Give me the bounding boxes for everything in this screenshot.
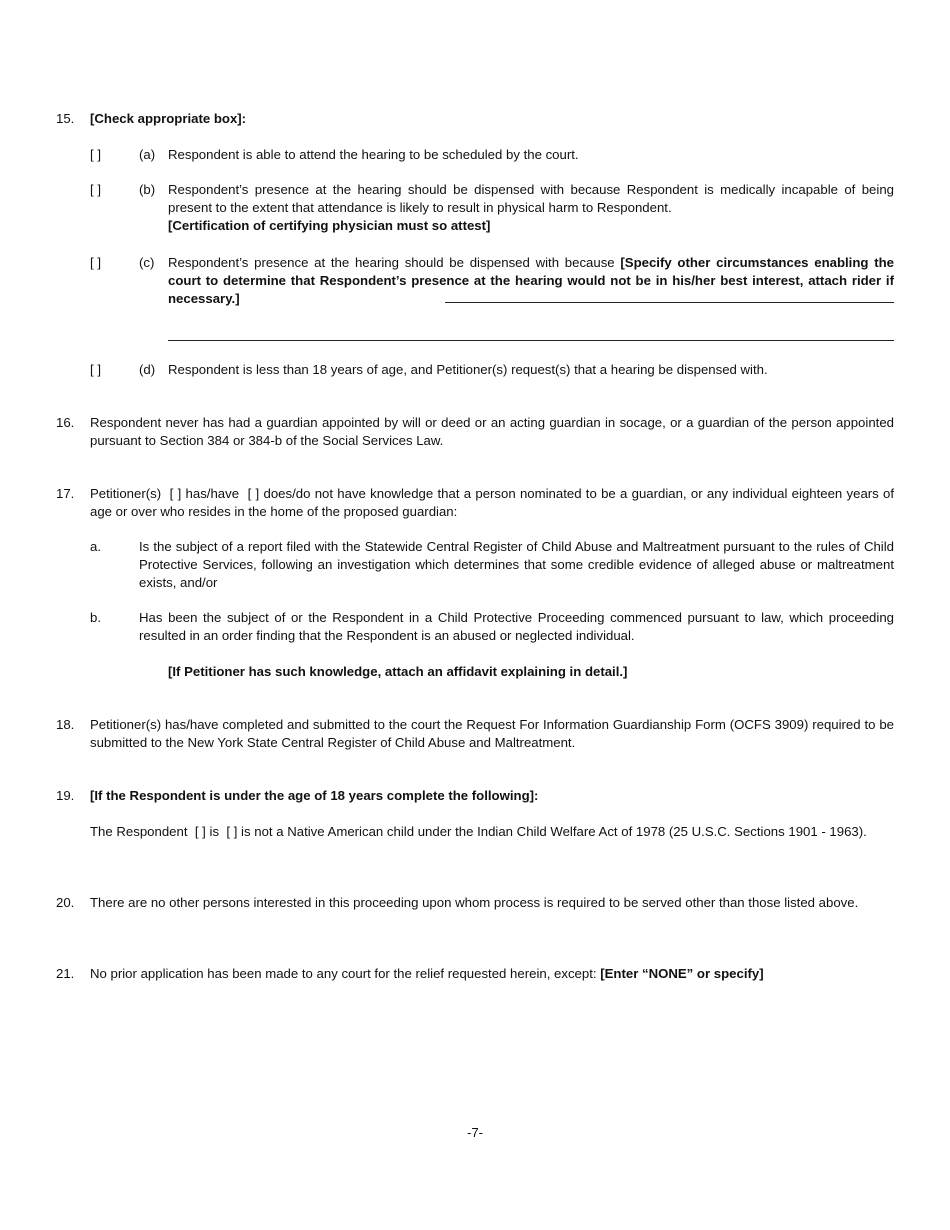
option-15c-body: Respondent’s presence at the hearing should be dispensed with because: [168, 255, 621, 270]
checkbox-15b[interactable]: [ ]: [90, 182, 101, 197]
item-17-number: 17.: [56, 486, 75, 501]
option-15c-text: [168, 254, 894, 308]
item-15-number: 15.: [56, 111, 75, 126]
item-19-part2: is: [209, 824, 220, 839]
item-17-text: [90, 485, 894, 521]
option-15d-letter: (d): [139, 362, 156, 377]
item-17-part2: has/have: [185, 486, 240, 501]
checkbox-15d[interactable]: [ ]: [90, 362, 101, 377]
checkbox-17-has[interactable]: [ ]: [169, 486, 182, 501]
option-15b-note: [Certification of certifying physician must so attest]: [168, 218, 491, 233]
item-17b-letter: b.: [90, 610, 101, 625]
item-20-number: 20.: [56, 895, 75, 910]
option-15c-answer-line-1[interactable]: [445, 302, 894, 303]
checkbox-15a[interactable]: [ ]: [90, 147, 101, 162]
option-15c-note: [Specify other circumstances enabling the court to determine that Respondent’s presence at the hearing would not be in his/her best interest, attach rider if necessary.]: [168, 255, 894, 306]
page-number: -7-: [466, 1125, 484, 1140]
option-15a-text: Respondent is able to attend the hearing to be scheduled by the court.: [168, 147, 579, 162]
option-15c-answer-line-2[interactable]: [168, 340, 894, 341]
item-21-instruction: [Enter “NONE” or specify]: [600, 966, 764, 981]
item-18-number: 18.: [56, 717, 75, 732]
item-21-text: [90, 965, 894, 983]
item-19-part1: The Respondent: [90, 824, 188, 839]
item-19-number: 19.: [56, 788, 75, 803]
item-21-number: 21.: [56, 966, 75, 981]
checkbox-19-is[interactable]: [ ]: [194, 824, 206, 839]
option-15d-text: Respondent is less than 18 years of age, and Petitioner(s) request(s) that a hearing be dispensed with.: [168, 362, 768, 377]
item-16-number: 16.: [56, 415, 75, 430]
option-15b-body: Respondent’s presence at the hearing should be dispensed with because Respondent is medically incapable of being present to the extent that attendance is likely to result in physical harm to Respondent.: [168, 182, 894, 215]
item-19-text: [90, 823, 894, 841]
item-21-body: No prior application has been made to any court for the relief requested herein, except:: [90, 966, 601, 981]
item-20-text: There are no other persons interested in this proceeding upon whom process is required to be served other than those listed above.: [90, 895, 859, 910]
item-17b-text: Has been the subject of or the Respondent in a Child Protective Proceeding commenced pursuant to law, which proceeding resulted in an order finding that the Respondent is an abused or neglected individual.: [139, 610, 894, 643]
item-17-note: [If Petitioner has such knowledge, attach an affidavit explaining in detail.]: [168, 664, 628, 679]
item-17-part3: does/do not have knowledge that a person nominated to be a guardian, or any individual eighteen years of age or over who resides in the home of the proposed guardian:: [90, 486, 895, 519]
item-17-part1: Petitioner(s): [90, 486, 162, 501]
item-17a-letter: a.: [90, 539, 101, 554]
item-18-text: Petitioner(s) has/have completed and submitted to the court the Request For Information Guardianship Form (OCFS 3909) required to be submitted to the New York State Central Register of Child Abuse and Maltreatment.: [90, 717, 894, 750]
option-15a-letter: (a): [139, 147, 156, 162]
checkbox-17-does-not[interactable]: [ ]: [247, 486, 260, 501]
checkbox-19-is-not[interactable]: [ ]: [226, 824, 238, 839]
option-15b-text: [168, 181, 894, 235]
item-16-text: Respondent never has had a guardian appointed by will or deed or an acting guardian in socage, or a guardian of the person appointed pursuant to Section 384 or 384-b of the Social Services Law.: [90, 415, 894, 448]
item-15-heading: [Check appropriate box]:: [90, 111, 247, 126]
item-19-part3: is not a Native American child under the Indian Child Welfare Act of 1978 (25 U.S.C. Sections 1901 - 1963).: [241, 824, 867, 839]
option-15c-letter: (c): [139, 255, 155, 270]
item-17a-text: Is the subject of a report filed with the Statewide Central Register of Child Abuse and Maltreatment pursuant to the rules of Child Protective Services, following an investigation which determines that some credible evidence of alleged abuse or maltreatment exists, and/or: [139, 539, 894, 590]
option-15b-letter: (b): [139, 182, 156, 197]
checkbox-15c[interactable]: [ ]: [90, 255, 101, 270]
item-19-heading: [If the Respondent is under the age of 18 years complete the following]:: [90, 788, 539, 803]
